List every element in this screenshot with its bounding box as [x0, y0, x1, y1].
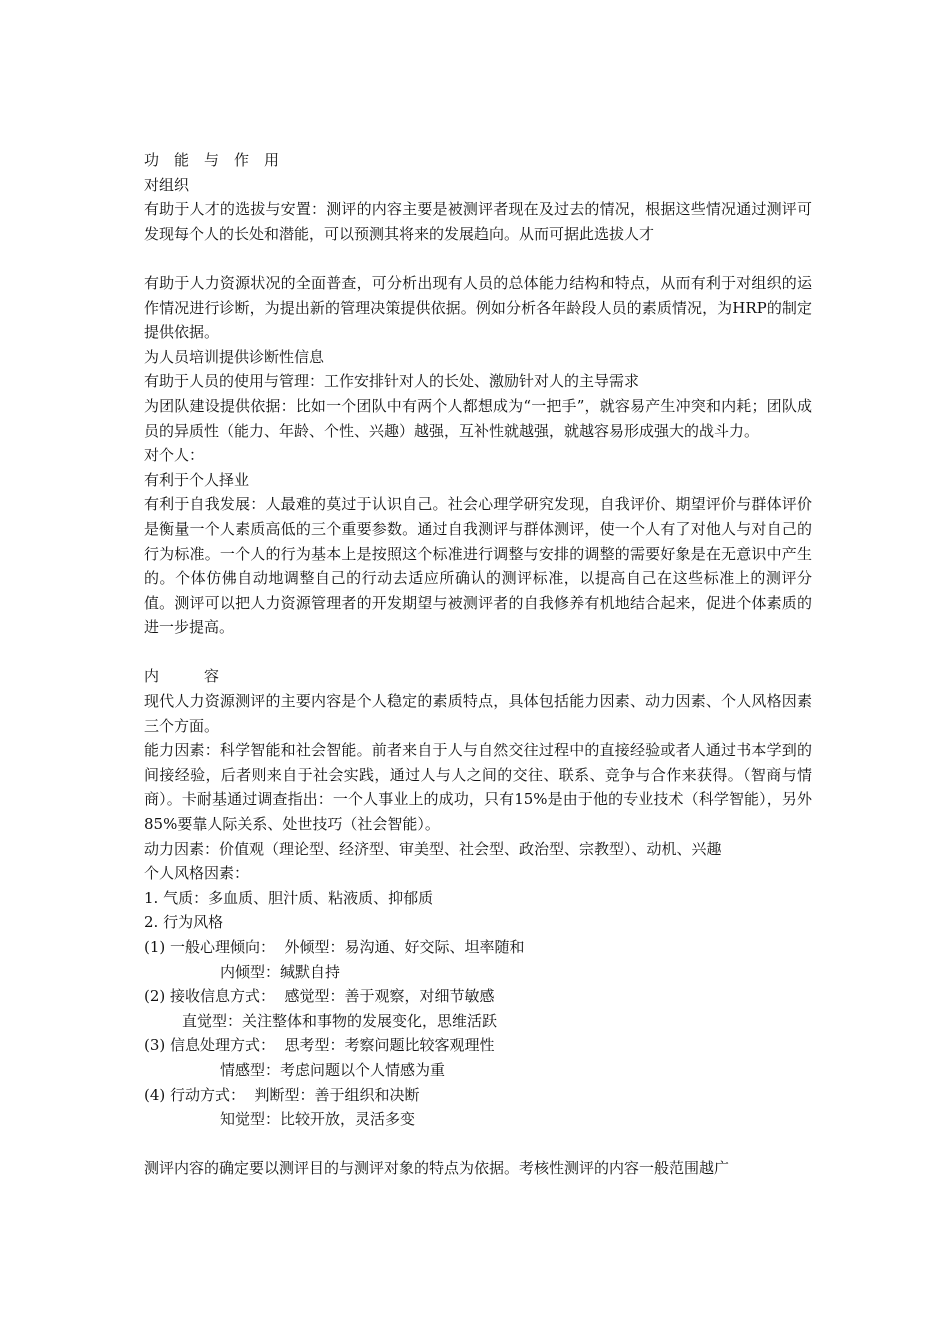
list-item-orientation-introvert: 内倾型：缄默自持 [220, 962, 341, 981]
paragraph-content-basis: 测评内容的确定要以测评目的与测评对象的特点为依据。考核性测评的内容一般范围越广 [144, 1159, 730, 1178]
subheading-organization: 对组织 [144, 175, 190, 194]
list-item-processing: (3) 信息处理方式： 思考型：考察问题比较客观理性 [144, 1036, 495, 1055]
document-body [144, 148, 812, 1181]
paragraph-ability: 能力因素：科学智能和社会智能。前者来自于人与自然交往过程中的直接经验或者人通过书本学到的间接经验，后者则来自于社会实践，通过人与人之间的交往、联系、竞争与合作来获得。（智商与情商）。卡耐基通过调查指出：一个人事业上的成功，只有15%是由于他的专业技术（科学智能），另外85%要靠人际关系、处世技巧（社会智能）。 [144, 741, 812, 834]
subheading-individual: 对个人： [144, 446, 205, 465]
section-heading-content: 内 容 [144, 667, 220, 686]
list-item-action: (4) 行动方式： 判断型：善于组织和决断 [144, 1085, 420, 1104]
blank-line [144, 246, 812, 271]
paragraph-selection: 有助于人才的选拔与安置：测评的内容主要是被测评者现在及过去的情况，根据这些情况通过测评可发现每个人的长处和潜能，可以预测其将来的发展趋向。从而可据此选拔人才 [144, 200, 812, 243]
list-item-perception-intuitive: 直觉型：关注整体和事物的发展变化，思维活跃 [182, 1011, 498, 1030]
list-item-perception: (2) 接收信息方式： 感觉型：善于观察，对细节敏感 [144, 987, 495, 1006]
section-heading-functions: 功 能 与 作 用 [144, 151, 280, 169]
paragraph-self-development: 有利于自我发展：人最难的莫过于认识自己。社会心理学研究发现，自我评价、期望评价与群体评价是衡量一个人素质高低的三个重要参数。通过自我测评与群体测评，使一个人有了对他人与对自己的行为标准。一个人的行为基本上是按照这个标准进行调整与安排的调整的需要好象是在无意识中产生的。个体仿佛自动地调整自己的行动去适应所确认的测评标准，以提高自己在这些标准上的测评分值。测评可以把人力资源管理者的开发期望与被测评者的自我修养有机地结合起来，促进个体素质的进一步提高。 [144, 495, 812, 637]
paragraph-content-intro: 现代人力资源测评的主要内容是个人稳定的素质特点，具体包括能力因素、动力因素、个人风格因素三个方面。 [144, 692, 812, 735]
blank-line [144, 640, 812, 665]
list-item-behavior-style: 2. 行为风格 [144, 913, 224, 932]
list-item-orientation: (1) 一般心理倾向： 外倾型：易沟通、好交际、坦率随和 [144, 938, 525, 956]
list-item-temperament: 1. 气质：多血质、胆汁质、粘液质、抑郁质 [144, 888, 434, 907]
paragraph-team: 为团队建设提供依据：比如一个团队中有两个人都想成为“一把手”，就容易产生冲突和内耗；团队成员的异质性（能力、年龄、个性、兴趣）越强，互补性就越强，就越容易形成强大的战斗力。 [144, 396, 812, 440]
list-item-action-perceiving: 知觉型：比较开放，灵活多变 [220, 1110, 416, 1129]
paragraph-motivation: 动力因素：价值观（理论型、经济型、审美型、社会型、政治型、宗教型）、动机、兴趣 [144, 839, 722, 858]
paragraph-career: 有利于个人择业 [144, 470, 250, 489]
paragraph-census: 有助于人力资源状况的全面普查，可分析出现有人员的总体能力结构和特点，从而有利于对组织的运作情况进行诊断，为提出新的管理决策提供依据。例如分析各年龄段人员的素质情况，为HRP的制定提供依据。 [144, 273, 812, 342]
paragraph-style: 个人风格因素： [144, 864, 250, 883]
list-item-processing-feeling: 情感型：考虑问题以个人情感为重 [220, 1060, 446, 1079]
blank-line [144, 1132, 812, 1157]
paragraph-training: 为人员培训提供诊断性信息 [144, 347, 325, 366]
paragraph-usage: 有助于人员的使用与管理：工作安排针对人的长处、激励针对人的主导需求 [144, 372, 640, 391]
